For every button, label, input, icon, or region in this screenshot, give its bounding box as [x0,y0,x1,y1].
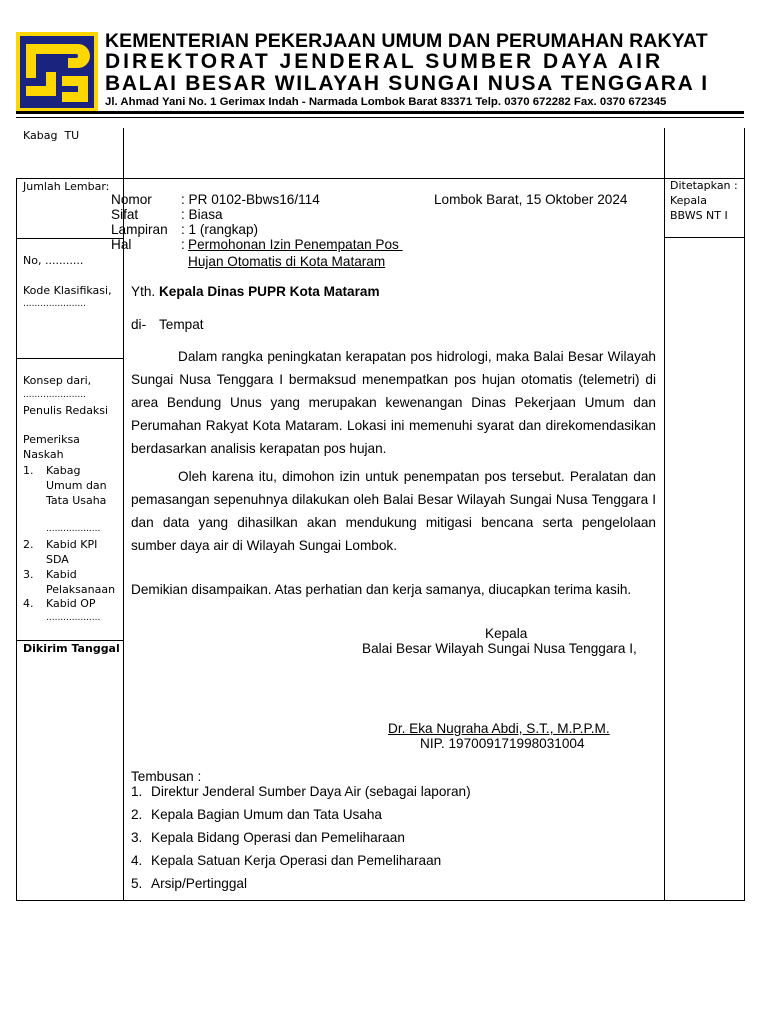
penulis-redaksi-label: Penulis Redaksi [23,404,109,417]
office-name: BALAI BESAR WILAYAH SUNGAI NUSA TENGGARA I [105,72,709,95]
ministry-name: KEMENTERIAN PEKERJAAN UMUM DAN PERUMAHAN RAKYAT [105,30,708,52]
tembusan-text: Kepala Satuan Kerja Operasi dan Pemeliharaan [151,853,442,868]
pemeriksa-item-line: Pelaksanaan [46,583,116,596]
pemeriksa-item-3 [23,567,34,582]
frame-right-col-left [664,128,665,900]
pemeriksa-item-4-dots: ................... [46,613,101,623]
lampiran-value: : 1 (rangkap) [181,222,259,237]
pemeriksa-item-line: Umum dan [46,479,107,492]
sifat-value: : Biasa [181,207,223,222]
tembusan-num: 4. [131,853,143,868]
tembusan-num: 1. [131,784,143,799]
closing-sentence: Demikian disampaikan. Atas perhatian dan kerja samanya, diucapkan terima kasih. [131,582,632,597]
tempat-label: Tempat [159,317,204,332]
frame-right-row2 [665,237,745,238]
signature-title-2: Balai Besar Wilayah Sungai Nusa Tenggara I, [362,641,637,656]
pemeriksa-item-line: Tata Usaha [46,494,107,507]
frame-left-row2 [16,238,123,239]
pemeriksa-item-line: Kabid KPI [46,538,98,551]
addressee-name: Kepala Dinas PUPR Kota Mataram [158,284,380,299]
signatory-nip: NIP. 197009171998031004 [420,736,585,751]
konsep-dari-dots: ...................... [23,390,86,400]
pemeriksa-item-1-dots: ................... [46,524,101,534]
tembusan-num: 3. [131,830,143,845]
frame-left-edge [16,178,17,900]
letter-date: Lombok Barat, 15 Oktober 2024 [434,192,628,207]
pemeriksa-item-4 [23,596,34,611]
tembusan-num: 2. [131,807,143,822]
pemeriksa-item-num: 2. [23,538,34,551]
frame-left-row3 [16,358,123,359]
jumlah-lembar-label: Jumlah Lembar: [23,180,110,193]
tembusan-text: Kepala Bagian Umum dan Tata Usaha [151,807,382,822]
frame-right-edge [744,128,745,900]
dikirim-tanggal-label: Dikirim Tanggal [23,642,120,655]
tembusan-label: Tembusan : [131,769,202,784]
pemeriksa-item-3-text [46,567,115,597]
pemeriksa-item-line: Kabid OP [46,597,96,610]
hal-colon: : [181,237,185,252]
office-address: Jl. Ahmad Yani No. 1 Gerimax Indah - Narmada Lombok Barat 83371 Telp. 0370 672282 Fax. 0370 672345 [105,96,667,108]
pemeriksa-item-num: 1. [23,464,34,477]
pemeriksa-item-line: SDA [46,553,69,566]
kabag-tu-label: Kabag TU [23,129,80,142]
pemeriksa-naskah-label: Pemeriksa Naskah [23,433,80,461]
directorate-name: DIREKTORAT JENDERAL SUMBER DAYA AIR [105,50,664,73]
tembusan-text: Arsip/Pertinggal [151,876,247,891]
kode-klasifikasi-label: Kode Klasifikasi, [23,284,112,297]
pemeriksa-item-2-text [46,537,97,567]
tembusan-text: Kepala Bidang Operasi dan Pemeliharaan [151,830,405,845]
pemeriksa-item-line: Kabag [46,464,81,477]
tembusan-list [131,784,471,899]
lampiran-label: Lampiran [111,222,168,237]
frame-bottom [16,900,745,901]
paragraph-1: Dalam rangka peningkatan kerapatan pos hidrologi, maka Balai Besar Wilayah Sungai Nusa Tenggara I bermaksud menempatkan pos hujan otomatis (telemetri) di area Bendung Unus yang merupakan kewenangan Dinas Pekerjaan Umum dan Perumahan Rakyat Kota Mataram. Lokasi ini memenuhi syarat dan direkomendasikan berdasarkan analisis kerapatan pos hujan. [131,349,656,456]
pemeriksa-item-2 [23,537,34,552]
ditetapkan-label: Ditetapkan : [670,179,738,192]
tembusan-num: 5. [131,876,143,891]
hal-label: Hal [111,237,132,252]
hal-subject-line2: Hujan Otomatis di Kota Mataram [188,254,386,269]
letterhead-rule-thin [16,117,744,118]
konsep-dari-label: Konsep dari, [23,374,92,387]
kode-klasifikasi-dots: ...................... [23,299,86,309]
pemeriksa-item-num: 4. [23,597,34,610]
addressee [131,284,380,299]
list-item [131,807,471,830]
pemeriksa-item-1 [23,463,34,478]
nomor-field-label: No, ........... [23,254,84,267]
ditetapkan-kepala: Kepala [670,194,707,207]
list-item [131,784,471,807]
signature-title-1: Kepala [485,626,528,641]
pemeriksa-item-4-text [46,596,96,611]
sifat-label: Sifat [111,207,139,222]
nomor-value: : PR 0102-Bbws16/114 [181,192,320,207]
frame-row-top [16,178,745,179]
tembusan-text: Direktur Jenderal Sumber Daya Air (sebagai laporan) [151,784,471,799]
nomor-label: Nomor [111,192,152,207]
list-item [131,830,471,853]
yth-label: Yth. [131,284,156,299]
paragraph-2: Oleh karena itu, dimohon izin untuk penempatan pos tersebut. Peralatan dan pemasangan sepenuhnya dilakukan oleh Balai Besar Wilayah Sungai Nusa Tenggara I dan data yang dihasilkan akan mendukung mitigasi bencana serta pengelolaan sumber daya air di Wilayah Sungai Lombok. [131,469,656,553]
pemeriksa-item-num: 3. [23,568,34,581]
ministry-logo [16,32,98,112]
hal-subject-line1: Permohonan Izin Penempatan Pos [188,237,403,252]
letterhead-rule-thick [16,111,744,114]
pemeriksa-item-1-text [46,463,107,508]
pemeriksa-item-line: Kabid [46,568,77,581]
signatory-name: Dr. Eka Nugraha Abdi, S.T., M.P.P.M. [388,721,610,736]
list-item [131,853,471,876]
ditetapkan-bbws: BBWS NT I [670,209,728,222]
pupr-logo-icon [16,32,98,112]
list-item [131,876,471,899]
di-label: di- [131,317,147,332]
